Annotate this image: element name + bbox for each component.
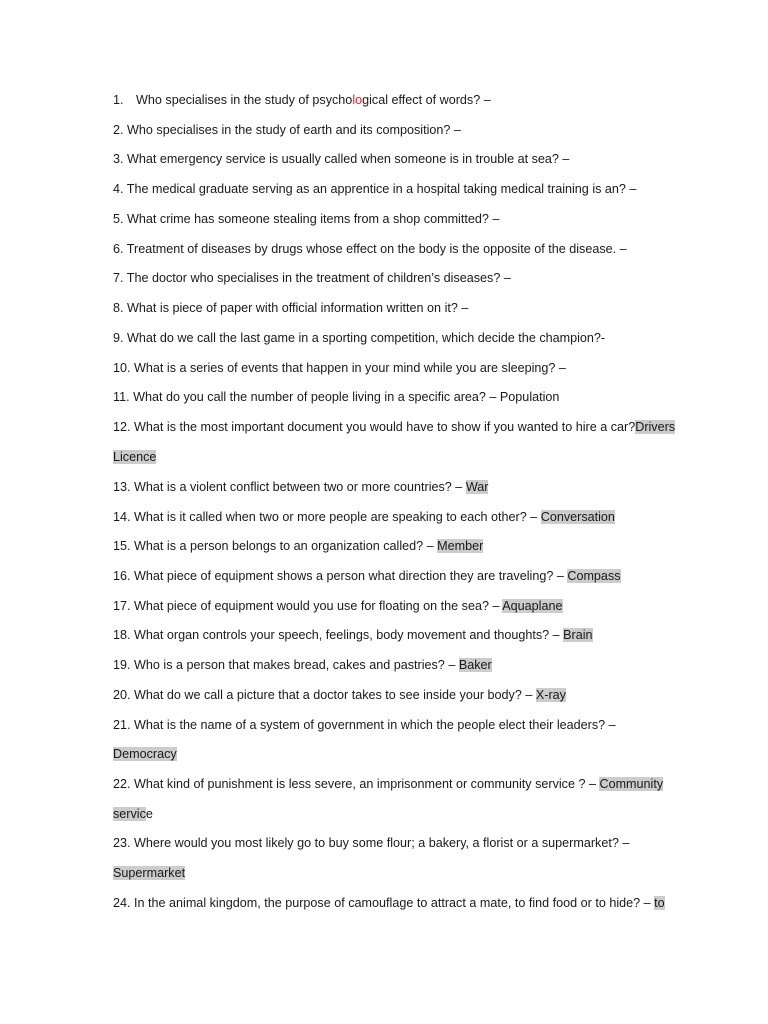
question-18 xyxy=(113,627,593,643)
highlighted-answer: Member xyxy=(437,539,484,553)
highlighted-answer: Compass xyxy=(567,569,621,583)
question-12 xyxy=(113,419,675,435)
question-11: 11. What do you call the number of people living in a specific area? – Population xyxy=(113,390,560,404)
question-14 xyxy=(113,509,615,525)
question-12-continuation xyxy=(113,449,156,465)
highlighted-answer: Licence xyxy=(113,450,157,464)
highlighted-answer: Aquaplane xyxy=(502,599,563,613)
highlighted-answer: X-ray xyxy=(535,688,566,702)
highlighted-answer: Conversation xyxy=(540,510,615,524)
question-4: 4. The medical graduate serving as an apprentice in a hospital taking medical training is an? – xyxy=(113,182,637,196)
question-text: 15. What is a person belongs to an organization called? – xyxy=(113,539,438,553)
question-text: 13. What is a violent conflict between two or more countries? – xyxy=(113,480,466,494)
question-22 xyxy=(113,776,663,792)
highlighted-answer: War xyxy=(465,480,489,494)
question-21-continuation xyxy=(113,746,177,762)
question-22-continuation xyxy=(113,806,153,822)
answer-tail: e xyxy=(145,807,153,821)
question-13 xyxy=(113,479,488,495)
highlighted-answer: Democracy xyxy=(113,747,177,761)
question-text: 19. Who is a person that makes bread, cakes and pastries? – xyxy=(113,658,459,672)
question-21: 21. What is the name of a system of government in which the people elect their leaders? – xyxy=(113,718,616,732)
question-number: 1. xyxy=(113,93,124,107)
question-text: 20. What do we call a picture that a doctor takes to see inside your body? – xyxy=(113,688,536,702)
question-10: 10. What is a series of events that happen in your mind while you are sleeping? – xyxy=(113,361,566,375)
question-24 xyxy=(113,895,665,911)
question-8: 8. What is piece of paper with official information written on it? – xyxy=(113,301,469,315)
question-text: 18. What organ controls your speech, feelings, body movement and thoughts? – xyxy=(113,628,564,642)
question-23-continuation xyxy=(113,865,185,881)
question-text: 22. What kind of punishment is less severe, an imprisonment or community service ? – xyxy=(113,777,600,791)
question-text: Who specialises in the study of psycho xyxy=(136,93,353,107)
question-20 xyxy=(113,687,566,703)
question-16 xyxy=(113,568,621,584)
question-text: 16. What piece of equipment shows a person what direction they are traveling? – xyxy=(113,569,568,583)
question-2: 2. Who specialises in the study of earth and its composition? – xyxy=(113,123,461,137)
question-9: 9. What do we call the last game in a sporting competition, which decide the champion?- xyxy=(113,331,606,345)
question-3: 3. What emergency service is usually called when someone is in trouble at sea? – xyxy=(113,152,570,166)
highlighted-answer: Baker xyxy=(458,658,492,672)
highlighted-answer: Drivers xyxy=(635,420,676,434)
question-23: 23. Where would you most likely go to buy some flour; a bakery, a florist or a supermarket? – xyxy=(113,836,630,850)
highlighted-answer: Community xyxy=(599,777,664,791)
question-text: 17. What piece of equipment would you use for floating on the sea? – xyxy=(113,599,503,613)
highlighted-answer: Supermarket xyxy=(113,866,186,880)
question-17 xyxy=(113,598,563,614)
question-6: 6. Treatment of diseases by drugs whose effect on the body is the opposite of the disease. – xyxy=(113,242,627,256)
question-text: 12. What is the most important document you would have to show if you wanted to hire a car? xyxy=(113,420,636,434)
question-text: gical effect of words? – xyxy=(362,93,491,107)
question-15 xyxy=(113,538,483,554)
question-text: 14. What is it called when two or more people are speaking to each other? – xyxy=(113,510,541,524)
highlighted-answer: to xyxy=(654,896,665,910)
highlighted-answer: servic xyxy=(113,807,146,821)
question-5: 5. What crime has someone stealing items from a shop committed? – xyxy=(113,212,500,226)
question-19 xyxy=(113,657,492,673)
red-text-fragment: lo xyxy=(352,93,363,107)
highlighted-answer: Brain xyxy=(563,628,593,642)
question-1 xyxy=(113,92,491,108)
question-7: 7. The doctor who specialises in the treatment of children’s diseases? – xyxy=(113,271,511,285)
question-text: 24. In the animal kingdom, the purpose of camouflage to attract a mate, to find food or to hide? – xyxy=(113,896,655,910)
